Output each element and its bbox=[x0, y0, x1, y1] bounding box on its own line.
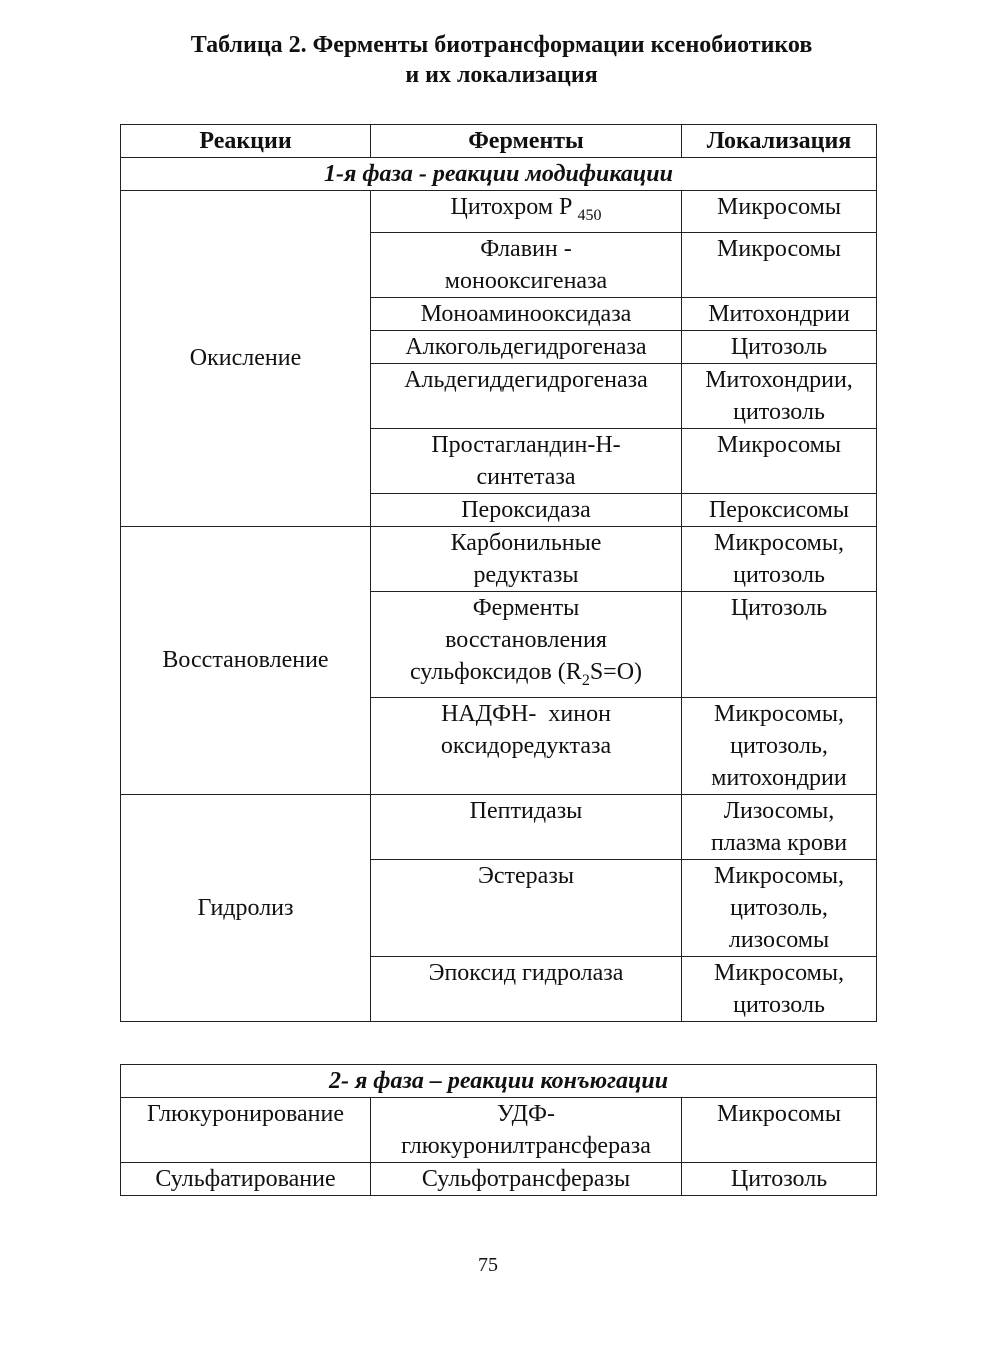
page-number: 75 bbox=[478, 1254, 498, 1276]
enzyme-line: монооксигеназа bbox=[444, 267, 608, 294]
location-cell bbox=[682, 526, 877, 591]
title-line-2: и их локализация bbox=[405, 62, 598, 88]
enzyme-line: редуктазы bbox=[473, 561, 579, 588]
enzyme-subscript: 450 bbox=[577, 206, 602, 224]
location-line: лизосомы bbox=[728, 926, 830, 953]
location-line: Микросомы, bbox=[714, 959, 844, 986]
location-cell: Микросомы bbox=[682, 191, 877, 233]
enzyme-cell: Эстеразы bbox=[371, 859, 682, 956]
phase-1-label: 1-я фаза - реакции модификации bbox=[121, 158, 877, 191]
enzyme-line: НАДФН- хинон bbox=[441, 700, 611, 727]
location-cell: Микросомы bbox=[682, 1098, 877, 1163]
location-cell bbox=[682, 697, 877, 794]
location-cell: Цитозоль bbox=[682, 330, 877, 363]
enzyme-line: Ферменты bbox=[472, 594, 580, 621]
enzyme-line: Флавин - bbox=[480, 235, 572, 262]
enzyme-cell: Эпоксид гидролаза bbox=[371, 956, 682, 1021]
location-line: цитозоль bbox=[733, 561, 825, 588]
enzyme-line: Простагландин-Н- bbox=[431, 431, 621, 458]
location-cell: Цитозоль bbox=[682, 1163, 877, 1196]
location-line: цитозоль bbox=[733, 991, 825, 1018]
enzyme-line: восстановления bbox=[445, 626, 607, 653]
reaction-hydrolysis: Гидролиз bbox=[121, 794, 371, 1021]
phase-row bbox=[121, 158, 877, 191]
reaction-oxidation: Окисление bbox=[121, 191, 371, 527]
reaction-cell: Глюкуронирование bbox=[121, 1098, 371, 1163]
reaction-cell: Сульфатирование bbox=[121, 1163, 371, 1196]
title-line-1: Таблица 2. Ферменты биотрансформации ксенобиотиков bbox=[190, 32, 813, 58]
enzyme-formula-pre: сульфоксидов (R bbox=[409, 658, 582, 685]
location-line: цитозоль bbox=[733, 398, 825, 425]
location-cell: Цитозоль bbox=[682, 591, 877, 697]
location-cell bbox=[682, 859, 877, 956]
enzyme-line: Карбонильные bbox=[450, 529, 602, 556]
enzyme-line bbox=[374, 656, 678, 697]
header-reactions: Реакции bbox=[121, 125, 371, 158]
reaction-reduction: Восстановление bbox=[121, 526, 371, 794]
location-line: Микросомы, bbox=[714, 862, 844, 889]
enzyme-line: глюкуронилтрансфераза bbox=[401, 1133, 651, 1159]
location-line: цитозоль, bbox=[730, 894, 828, 921]
location-cell: Пероксисомы bbox=[682, 493, 877, 526]
enzyme-cell bbox=[371, 1098, 682, 1163]
location-line: Митохондрии, bbox=[705, 366, 853, 393]
enzymes-table-phase-2 bbox=[120, 1064, 877, 1196]
header-localization: Локализация bbox=[682, 125, 877, 158]
table-row bbox=[121, 1098, 877, 1163]
table-title bbox=[0, 30, 996, 90]
location-line: Лизосомы, bbox=[723, 797, 835, 824]
enzyme-cell bbox=[371, 191, 682, 233]
enzyme-cell: Алкогольдегидрогеназа bbox=[371, 330, 682, 363]
location-line: Микросомы, bbox=[714, 529, 844, 556]
location-cell bbox=[682, 956, 877, 1021]
phase-2-label: 2- я фаза – реакции конъюгации bbox=[121, 1065, 877, 1098]
location-line: цитозоль, bbox=[730, 732, 828, 759]
enzyme-line: синтетаза bbox=[476, 463, 576, 490]
enzyme-line: оксидоредуктаза bbox=[440, 732, 612, 759]
header-enzymes: Ферменты bbox=[371, 125, 682, 158]
location-cell: Митохондрии bbox=[682, 297, 877, 330]
enzyme-cell: Пептидазы bbox=[371, 794, 682, 859]
table-row bbox=[121, 794, 877, 859]
location-cell: Микросомы bbox=[682, 232, 877, 297]
enzymes-table-phase-1 bbox=[120, 124, 877, 1022]
enzyme-cell bbox=[371, 591, 682, 697]
location-cell: Микросомы bbox=[682, 428, 877, 493]
enzyme-cell: Пероксидаза bbox=[371, 493, 682, 526]
location-line: Микросомы, bbox=[714, 700, 844, 727]
enzyme-cell bbox=[371, 526, 682, 591]
enzyme-cell: Сульфотрансферазы bbox=[371, 1163, 682, 1196]
location-cell bbox=[682, 794, 877, 859]
location-line: плазма крови bbox=[710, 829, 848, 856]
enzyme-cell: Альдегиддегидрогеназа bbox=[371, 363, 682, 428]
enzyme-cell bbox=[371, 428, 682, 493]
table-row bbox=[121, 1163, 877, 1196]
enzyme-cell bbox=[371, 697, 682, 794]
enzyme-formula-sub: 2 bbox=[581, 671, 590, 689]
enzyme-line: УДФ- bbox=[497, 1101, 555, 1127]
location-line: митохондрии bbox=[711, 764, 847, 791]
enzyme-cell: Моноаминооксидаза bbox=[371, 297, 682, 330]
enzyme-formula-post: S=O) bbox=[589, 658, 643, 685]
header-row bbox=[121, 125, 877, 158]
enzyme-text: Цитохром P bbox=[450, 194, 572, 220]
enzyme-cell bbox=[371, 232, 682, 297]
table-row bbox=[121, 191, 877, 233]
phase-row bbox=[121, 1065, 877, 1098]
location-cell bbox=[682, 363, 877, 428]
table-row bbox=[121, 526, 877, 591]
